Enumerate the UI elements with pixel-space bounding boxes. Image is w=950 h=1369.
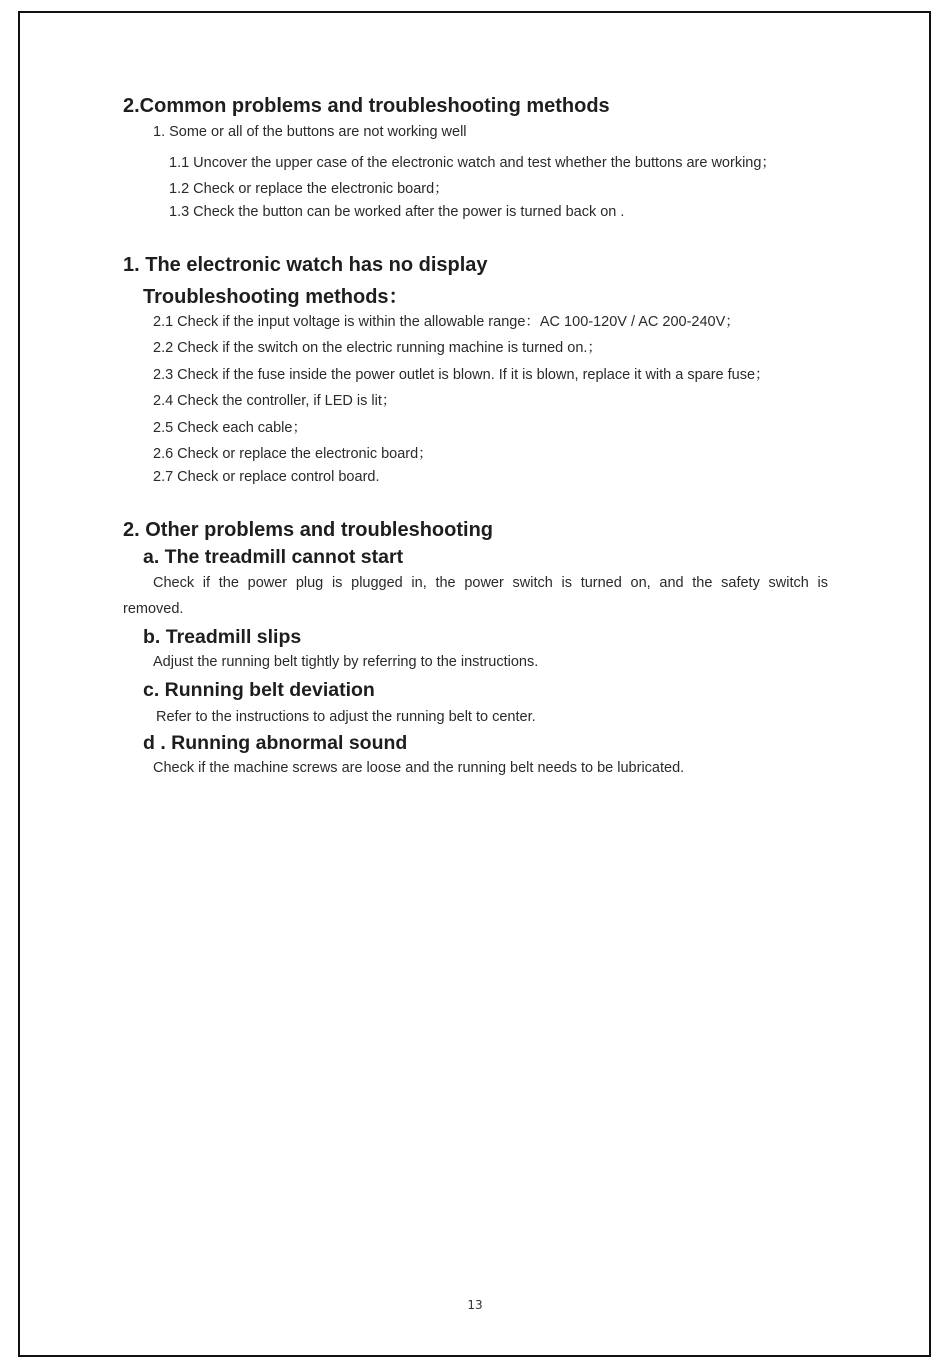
page-number: 13 [467, 1298, 483, 1312]
other-a-title: a. The treadmill cannot start [143, 546, 404, 568]
display-item-2-7: 2.7 Check or replace control board. [153, 469, 380, 485]
other-a-text-line2: removed. [123, 601, 184, 617]
common-item-1: 1. Some or all of the buttons are not working well [153, 124, 467, 140]
display-item-2-3: 2.3 Check if the fuse inside the power outlet is blown. If it is blown, replace it with a spare fuse； [153, 367, 770, 383]
display-item-2-1: 2.1 Check if the input voltage is within the allowable range：AC 100-120V / AC 200-240V； [153, 314, 740, 330]
common-item-1-2: 1.2 Check or replace the electronic board； [169, 181, 449, 197]
other-c-text: Refer to the instructions to adjust the running belt to center. [156, 709, 536, 725]
section-display-title: 1. The electronic watch has no display [123, 254, 488, 276]
display-item-2-4: 2.4 Check the controller, if LED is lit； [153, 393, 397, 409]
other-c-title: c. Running belt deviation [143, 679, 375, 701]
other-a-text-line1: Check if the power plug is plugged in, the power switch is turned on, and the safety switch is [153, 575, 828, 591]
other-d-title: d . Running abnormal sound [143, 732, 408, 754]
display-item-2-5: 2.5 Check each cable； [153, 420, 307, 436]
section-common-title: 2.Common problems and troubleshooting methods [123, 95, 610, 117]
other-b-title: b. Treadmill slips [143, 626, 302, 648]
display-item-2-6: 2.6 Check or replace the electronic board； [153, 446, 433, 462]
common-item-1-3: 1.3 Check the button can be worked after the power is turned back on . [169, 204, 625, 220]
other-b-text: Adjust the running belt tightly by referring to the instructions. [153, 654, 539, 670]
section-display-subtitle: Troubleshooting methods： [143, 286, 409, 308]
section-other-title: 2. Other problems and troubleshooting [123, 519, 494, 541]
display-item-2-2: 2.2 Check if the switch on the electric running machine is turned on.； [153, 340, 602, 356]
other-d-text: Check if the machine screws are loose and the running belt needs to be lubricated. [153, 760, 685, 776]
common-item-1-1: 1.1 Uncover the upper case of the electronic watch and test whether the buttons are working； [169, 155, 776, 171]
